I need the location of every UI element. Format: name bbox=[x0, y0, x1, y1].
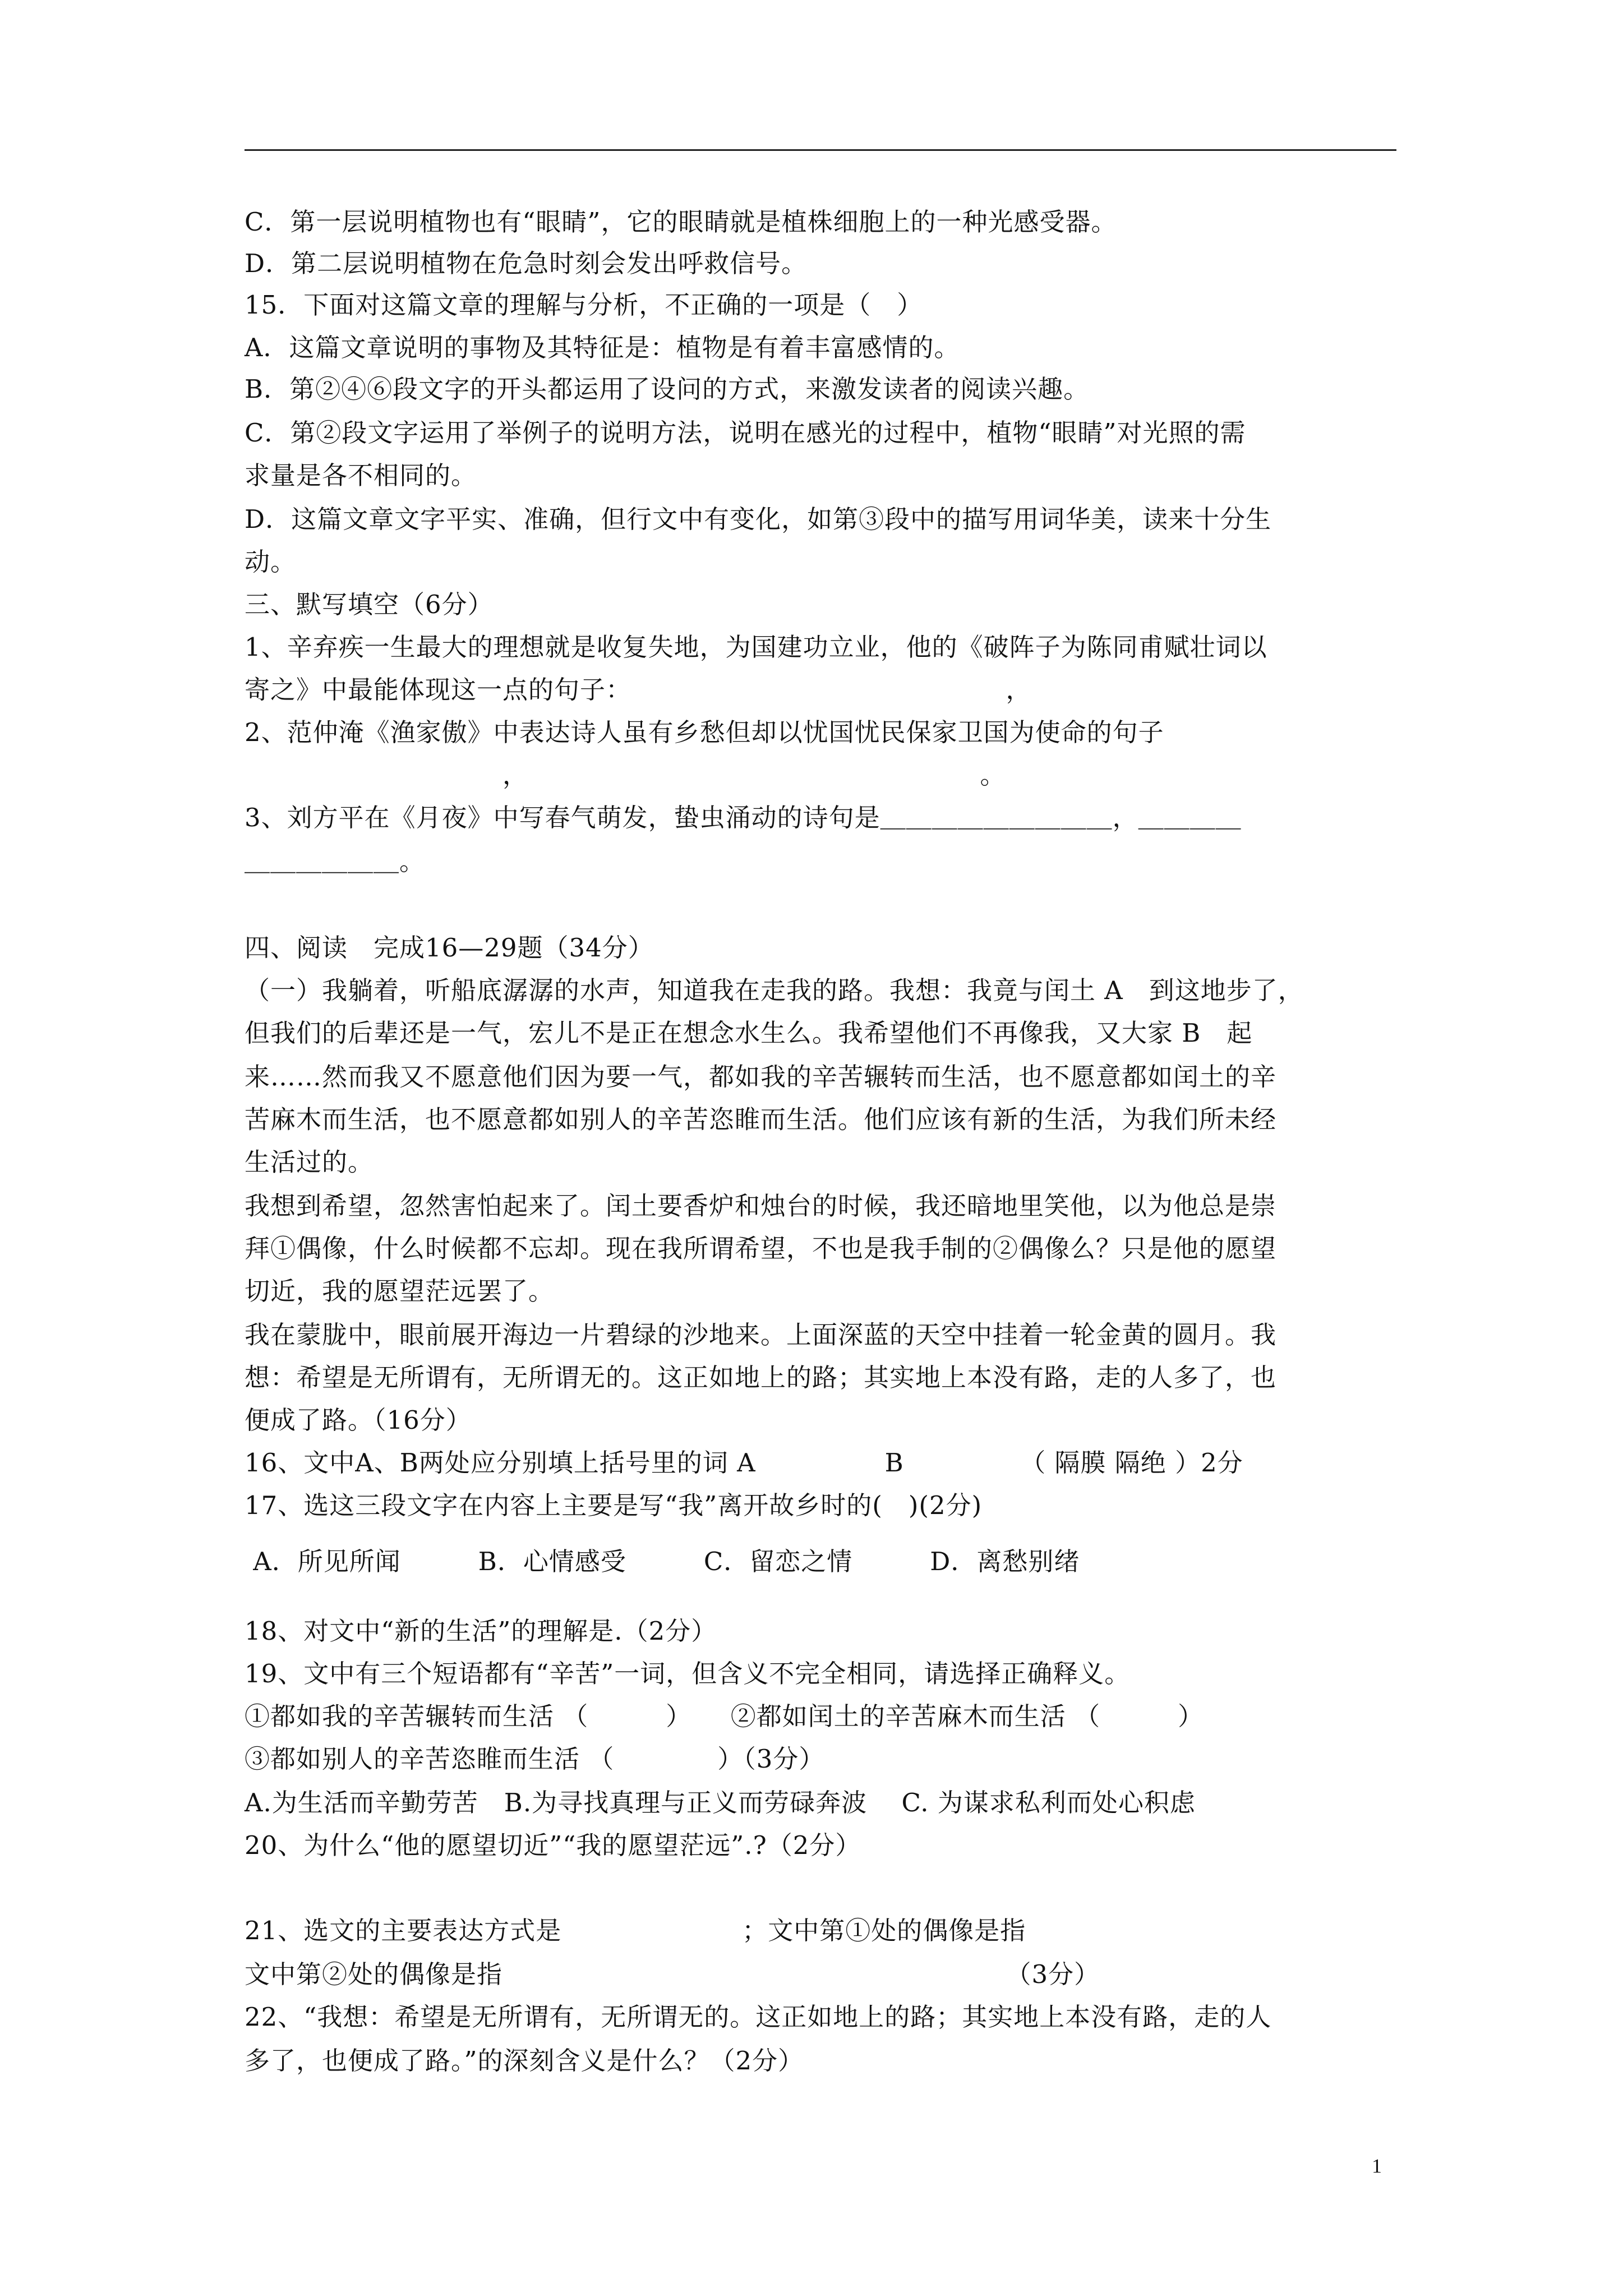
text-line: ③都如别人的辛苦恣睢而生活 （ ）（3分） bbox=[245, 1744, 825, 1774]
text-line: 来……然而我又不愿意他们因为要一气，都如我的辛苦辗转而生活，也不愿意都如闰土的辛 bbox=[245, 1062, 1277, 1092]
text-line: ＿＿＿＿＿＿。 bbox=[245, 846, 426, 876]
text-line: A．所见所闻 B．心情感受 C．留恋之情 D．离愁别绪 bbox=[245, 1547, 1080, 1576]
text-line: 想：希望是无所谓有，无所谓无的。这正如地上的路；其实地上本没有路，走的人多了，也 bbox=[245, 1363, 1277, 1392]
text-line: 生活过的。 bbox=[245, 1147, 374, 1177]
text-line: 拜①偶像，什么时候都不忘却。现在我所谓希望，不也是我手制的②偶像么？只是他的愿望 bbox=[245, 1234, 1277, 1263]
text-line: 17、选这三段文字在内容上主要是写“我”离开故乡时的( )(2分) bbox=[245, 1490, 983, 1520]
text-line: 寄之》中最能体现这一点的句子： ， bbox=[245, 675, 1032, 705]
text-line: 我在蒙胧中，眼前展开海边一片碧绿的沙地来。上面深蓝的天空中挂着一轮金黄的圆月。我 bbox=[245, 1320, 1277, 1350]
text-line: D．这篇文章文字平实、准确，但行文中有变化，如第③段中的描写用词华美，读来十分生 bbox=[245, 504, 1272, 534]
text-line: D．第二层说明植物在危急时刻会发出呼救信号。 bbox=[245, 249, 808, 278]
text-line: 我想到希望，忽然害怕起来了。闰土要香炉和烛台的时候，我还暗地里笑他，以为他总是崇 bbox=[245, 1191, 1277, 1221]
text-line: （一）我躺着，听船底潺潺的水声，知道我在走我的路。我想：我竟与闰土 A 到这地步了， bbox=[245, 976, 1304, 1005]
text-line: 19、文中有三个短语都有“辛苦”一词，但含义不完全相同，请选择正确释义。 bbox=[245, 1659, 1131, 1688]
text-line: A．这篇文章说明的事物及其特征是：植物是有着丰富感情的。 bbox=[245, 333, 960, 362]
text-line: 求量是各不相同的。 bbox=[245, 461, 477, 490]
text-line: 22、“我想：希望是无所谓有，无所谓无的。这正如地上的路；其实地上本没有路，走的人 bbox=[245, 2002, 1272, 2032]
section-heading: 四、阅读 完成16—29题（34分） bbox=[245, 933, 654, 963]
text-line: B．第②④⑥段文字的开头都运用了设问的方式，来激发读者的阅读兴趣。 bbox=[245, 374, 1090, 404]
header-rule bbox=[245, 149, 1396, 151]
text-line: A.为生活而辛勤劳苦 B.为寻找真理与正义而劳碌奔波 C. 为谋求私利而处心积虑 bbox=[245, 1788, 1196, 1818]
text-line: C．第一层说明植物也有“眼睛”，它的眼睛就是植株细胞上的一种光感受器。 bbox=[245, 207, 1117, 237]
text-line: 但我们的后辈还是一气，宏儿不是正在想念水生么。我希望他们不再像我，又大家 B 起 bbox=[245, 1018, 1253, 1048]
text-line: C．第②段文字运用了举例子的说明方法，说明在感光的过程中，植物“眼睛”对光照的需 bbox=[245, 418, 1246, 448]
text-line: 切近，我的愿望茫远罢了。 bbox=[245, 1276, 555, 1306]
text-line: 16、文中A、B两处应分别填上括号里的词 A B （ 隔膜 隔绝 ）2分 bbox=[245, 1448, 1243, 1478]
text-line: ， 。 bbox=[245, 760, 1006, 790]
section-heading: 三、默写填空（6分） bbox=[245, 590, 494, 619]
text-line: 动。 bbox=[245, 547, 297, 577]
text-line: 便成了路。（16分） bbox=[245, 1405, 472, 1435]
text-line: 2、范仲淹《渔家傲》中表达诗人虽有乡愁但却以忧国忧民保家卫国为使命的句子 bbox=[245, 717, 1164, 747]
text-line: 3、刘方平在《月夜》中写春气萌发，蛰虫涌动的诗句是＿＿＿＿＿＿＿＿＿，＿＿＿＿ bbox=[245, 803, 1242, 832]
text-line: 文中第②处的偶像是指 （3分） bbox=[245, 1959, 1100, 1989]
text-line: 18、对文中“新的生活”的理解是.（2分） bbox=[245, 1616, 717, 1646]
text-line: 15．下面对这篇文章的理解与分析，不正确的一项是（ ） bbox=[245, 290, 923, 320]
text-line: 苦麻木而生活，也不愿意都如别人的辛苦恣睢而生活。他们应该有新的生活，为我们所未经 bbox=[245, 1105, 1277, 1134]
text-line: 20、为什么“他的愿望切近”“我的愿望茫远”.?（2分） bbox=[245, 1830, 861, 1860]
text-line: 多了，也便成了路。”的深刻含义是什么？（2分） bbox=[245, 2046, 804, 2076]
text-line: 1、辛弃疾一生最大的理想就是收复失地，为国建功立业，他的《破阵子为陈同甫赋壮词以 bbox=[245, 632, 1267, 662]
page-number: 1 bbox=[1372, 2155, 1382, 2177]
text-line: ①都如我的辛苦辗转而生活 （ ） ②都如闰土的辛苦麻木而生活 （ ） bbox=[245, 1701, 1204, 1731]
text-line: 21、选文的主要表达方式是 ；文中第①处的偶像是指 bbox=[245, 1916, 1026, 1945]
